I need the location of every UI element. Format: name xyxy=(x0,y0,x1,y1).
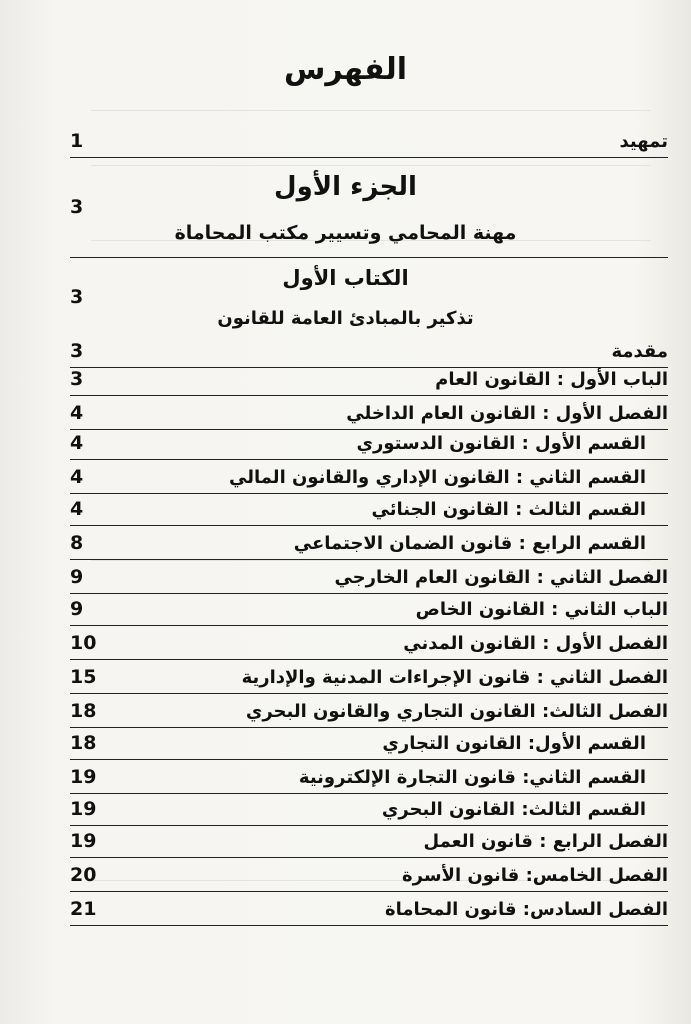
toc-entry-label: الفصل الثالث: القانون التجاري والقانون البحري xyxy=(245,701,668,722)
toc-entry-label: الفصل الأول : القانون المدني xyxy=(403,633,668,654)
separator-line xyxy=(70,257,668,258)
toc-subentry xyxy=(70,794,668,826)
toc-entry-page: 4 xyxy=(70,466,84,488)
toc-entry xyxy=(70,342,668,368)
toc-entry xyxy=(70,660,668,694)
toc-entry xyxy=(70,594,668,626)
toc-entry-label: الفصل الثاني : القانون العام الخارجي xyxy=(334,567,668,588)
book-page: 3 xyxy=(70,286,84,308)
toc-entry-label: الفصل الخامس: قانون الأسرة xyxy=(402,865,668,886)
toc-entry xyxy=(70,858,668,892)
toc-entry-label: القسم الأول: القانون التجاري xyxy=(382,733,646,754)
toc-entry-label: الفصل الأول : القانون العام الداخلي xyxy=(346,403,668,424)
toc-entry xyxy=(70,560,668,594)
toc-entry-label: تمهيد xyxy=(619,131,668,152)
toc-entry-page: 18 xyxy=(70,732,97,754)
toc-entry-label: الفصل السادس: قانون المحاماة xyxy=(385,899,668,920)
toc-entry-label: الباب الأول : القانون العام xyxy=(435,369,668,390)
toc-entry-page: 18 xyxy=(70,700,97,722)
part-page: 3 xyxy=(70,196,84,218)
toc-subentry xyxy=(70,728,668,760)
toc-entry-page: 19 xyxy=(70,830,97,852)
toc-subentry xyxy=(70,430,668,460)
toc-entry-label: القسم الثاني: قانون التجارة الإلكترونية xyxy=(298,767,646,788)
toc-entry-page: 4 xyxy=(70,498,84,520)
toc-entry xyxy=(70,368,668,396)
toc-entry-label: القسم الرابع : قانون الضمان الاجتماعي xyxy=(293,533,646,554)
part-subtitle: مهنة المحامي وتسيير مكتب المحاماة xyxy=(174,222,517,244)
part-heading: الجزء الأول xyxy=(274,172,417,202)
toc-entry-page: 19 xyxy=(70,798,97,820)
toc-entry-page: 10 xyxy=(70,632,97,654)
toc-entry-page: 19 xyxy=(70,766,97,788)
book-heading: الكتاب الأول xyxy=(282,266,409,290)
part-separator xyxy=(70,225,668,258)
toc-entry-page: 4 xyxy=(70,402,84,424)
toc-entry-label: الباب الثاني : القانون الخاص xyxy=(415,599,668,620)
separator-line xyxy=(70,925,668,926)
toc-entry-page: 9 xyxy=(70,566,84,588)
toc-entry xyxy=(70,826,668,858)
page-title: الفهرس xyxy=(283,52,407,87)
toc-entry-page: 1 xyxy=(70,130,84,152)
book-subtitle: تذكير بالمبادئ العامة للقانون xyxy=(217,308,474,329)
toc-entry-label: الفصل الثاني : قانون الإجراءات المدنية والإدارية xyxy=(241,667,668,688)
toc-entry-intro xyxy=(70,126,668,158)
toc-subentry xyxy=(70,526,668,560)
toc-subentry xyxy=(70,494,668,526)
toc-entry-page: 15 xyxy=(70,666,97,688)
toc-entry xyxy=(70,694,668,728)
toc-entry-page: 8 xyxy=(70,532,84,554)
toc-entry-page: 20 xyxy=(70,864,97,886)
toc-entry-label: القسم الثاني : القانون الإداري والقانون المالي xyxy=(229,467,646,488)
toc-subentry xyxy=(70,460,668,494)
toc-entry-label: القسم الثالث : القانون الجنائي xyxy=(371,499,646,520)
toc-entry-page: 21 xyxy=(70,898,97,920)
toc-entry-page: 3 xyxy=(70,368,84,390)
bleed-through-line xyxy=(91,110,651,111)
toc-entry xyxy=(70,626,668,660)
toc-entry-page: 3 xyxy=(70,340,84,362)
toc-entry xyxy=(70,396,668,430)
toc-entry-label: القسم الأول : القانون الدستوري xyxy=(356,433,646,454)
toc-entry-page: 9 xyxy=(70,598,84,620)
toc-entry-label: القسم الثالث: القانون البحري xyxy=(381,799,646,820)
toc-entry-page: 4 xyxy=(70,432,84,454)
toc-subentry xyxy=(70,760,668,794)
toc-entry-label: مقدمة xyxy=(611,341,668,362)
separator-line xyxy=(70,157,668,158)
bleed-through-line xyxy=(91,165,651,166)
toc-entry xyxy=(70,892,668,926)
toc-entry-label: الفصل الرابع : قانون العمل xyxy=(423,831,668,852)
